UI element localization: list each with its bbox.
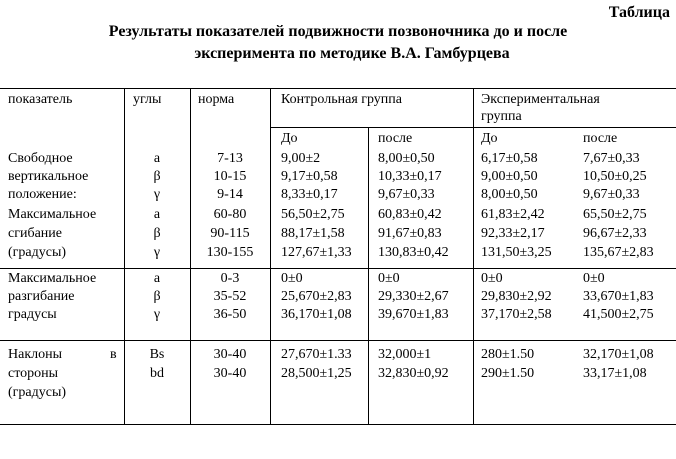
header-control-before: До <box>281 131 298 146</box>
table-bottom-border <box>0 424 676 425</box>
cell-c-after: 32,000±1 <box>378 347 432 362</box>
cell-e-after: 33,17±1,08 <box>583 366 647 381</box>
header-experimental-group-line1: Экспериментальная <box>481 92 600 107</box>
cell-c-before: 56,50±2,75 <box>281 207 345 222</box>
cell-angle: γ <box>153 307 161 322</box>
cell-e-after: 41,500±2,75 <box>583 307 654 322</box>
table-title-line1: Результаты показателей подвижности позвоночника до и после <box>108 23 568 40</box>
header-experimental-before: До <box>481 131 498 146</box>
cell-e-before: 131,50±3,25 <box>481 245 552 260</box>
cell-e-after: 65,50±2,75 <box>583 207 647 222</box>
header-control-group: Контрольная группа <box>281 92 403 107</box>
cell-c-after: 9,67±0,33 <box>378 187 435 202</box>
cell-c-before: 88,17±1,58 <box>281 226 345 241</box>
cell-norm: 30-40 <box>213 366 247 381</box>
header-norm: норма <box>198 92 235 107</box>
table-top-border <box>0 88 676 89</box>
cell-angle: γ <box>153 187 161 202</box>
cell-norm: 30-40 <box>213 347 247 362</box>
cell-e-after: 32,170±1,08 <box>583 347 654 362</box>
cell-c-after: 60,83±0,42 <box>378 207 442 222</box>
cell-label: Максимальное <box>8 271 97 286</box>
cell-label: Свободное <box>8 151 73 166</box>
col-divider-experimental <box>473 88 474 424</box>
cell-label: (градусы) <box>8 245 67 260</box>
cell-e-before: 37,170±2,58 <box>481 307 552 322</box>
header-experimental-group-line2: группа <box>481 109 522 124</box>
cell-norm: 60-80 <box>213 207 247 222</box>
cell-label: разгибание <box>8 289 75 304</box>
cell-c-before: 36,170±1,08 <box>281 307 352 322</box>
cell-label: (градусы) <box>8 385 67 400</box>
cell-c-before: 27,670±1.33 <box>281 347 352 362</box>
cell-norm: 90-115 <box>210 226 250 241</box>
cell-c-after: 29,330±2,67 <box>378 289 449 304</box>
cell-label-suffix: в <box>110 347 117 362</box>
cell-e-before: 0±0 <box>481 271 503 286</box>
cell-label: сгибание <box>8 226 62 241</box>
cell-e-before: 29,830±2,92 <box>481 289 552 304</box>
cell-angle: β <box>153 289 161 304</box>
cell-e-after: 0±0 <box>583 271 605 286</box>
cell-e-after: 9,67±0,33 <box>583 187 640 202</box>
header-control-after: после <box>378 131 413 146</box>
cell-e-before: 92,33±2,17 <box>481 226 545 241</box>
cell-e-before: 61,83±2,42 <box>481 207 545 222</box>
cell-angle: a <box>153 271 161 286</box>
cell-label: стороны <box>8 366 59 381</box>
cell-norm: 7-13 <box>217 151 243 166</box>
cell-label: Максимальное <box>8 207 97 222</box>
cell-c-before: 8,33±0,17 <box>281 187 338 202</box>
header-indicator: показатель <box>8 92 73 107</box>
cell-c-after: 32,830±0,92 <box>378 366 449 381</box>
cell-norm: 9-14 <box>217 187 243 202</box>
cell-c-after: 10,33±0,17 <box>378 169 442 184</box>
cell-angle: a <box>153 151 161 166</box>
cell-angle: β <box>153 226 161 241</box>
cell-e-after: 10,50±0,25 <box>583 169 647 184</box>
col-divider-control <box>270 88 271 424</box>
cell-c-after: 0±0 <box>378 271 400 286</box>
cell-norm: 36-50 <box>213 307 247 322</box>
header-angles: углы <box>133 92 162 107</box>
cell-c-after: 91,67±0,83 <box>378 226 442 241</box>
cell-c-after: 8,00±0,50 <box>378 151 435 166</box>
cell-label: Наклоны <box>8 347 63 362</box>
cell-e-after: 33,670±1,83 <box>583 289 654 304</box>
cell-c-before: 28,500±1,25 <box>281 366 352 381</box>
cell-label: вертикальное <box>8 169 89 184</box>
cell-e-before: 290±1.50 <box>481 366 535 381</box>
cell-c-after: 39,670±1,83 <box>378 307 449 322</box>
cell-c-before: 127,67±1,33 <box>281 245 352 260</box>
cell-c-before: 25,670±2,83 <box>281 289 352 304</box>
cell-norm: 130-155 <box>206 245 254 260</box>
cell-norm: 10-15 <box>213 169 247 184</box>
group-divider-1 <box>0 268 676 269</box>
table-caption: Таблица <box>608 4 670 21</box>
table-title-line2: эксперимента по методике В.А. Гамбурцева <box>194 45 510 62</box>
cell-c-before: 9,00±2 <box>281 151 321 166</box>
cell-label: положение: <box>8 187 77 202</box>
cell-label: градусы <box>8 307 57 322</box>
cell-angle: β <box>153 169 161 184</box>
cell-angle: Bs <box>149 347 165 362</box>
cell-norm: 0-3 <box>220 271 240 286</box>
cell-angle: γ <box>153 245 161 260</box>
cell-c-before: 9,17±0,58 <box>281 169 338 184</box>
header-experimental-after: после <box>583 131 618 146</box>
cell-e-after: 135,67±2,83 <box>583 245 654 260</box>
cell-c-before: 0±0 <box>281 271 303 286</box>
cell-angle: bd <box>150 366 164 381</box>
cell-e-after: 96,67±2,33 <box>583 226 647 241</box>
col-divider-control-after <box>368 127 369 424</box>
cell-e-before: 6,17±0,58 <box>481 151 538 166</box>
cell-c-after: 130,83±0,42 <box>378 245 449 260</box>
cell-e-before: 280±1.50 <box>481 347 535 362</box>
cell-angle: a <box>153 207 161 222</box>
cell-e-after: 7,67±0,33 <box>583 151 640 166</box>
cell-norm: 35-52 <box>213 289 247 304</box>
group-divider-2 <box>0 340 676 341</box>
cell-e-before: 8,00±0,50 <box>481 187 538 202</box>
cell-e-before: 9,00±0,50 <box>481 169 538 184</box>
